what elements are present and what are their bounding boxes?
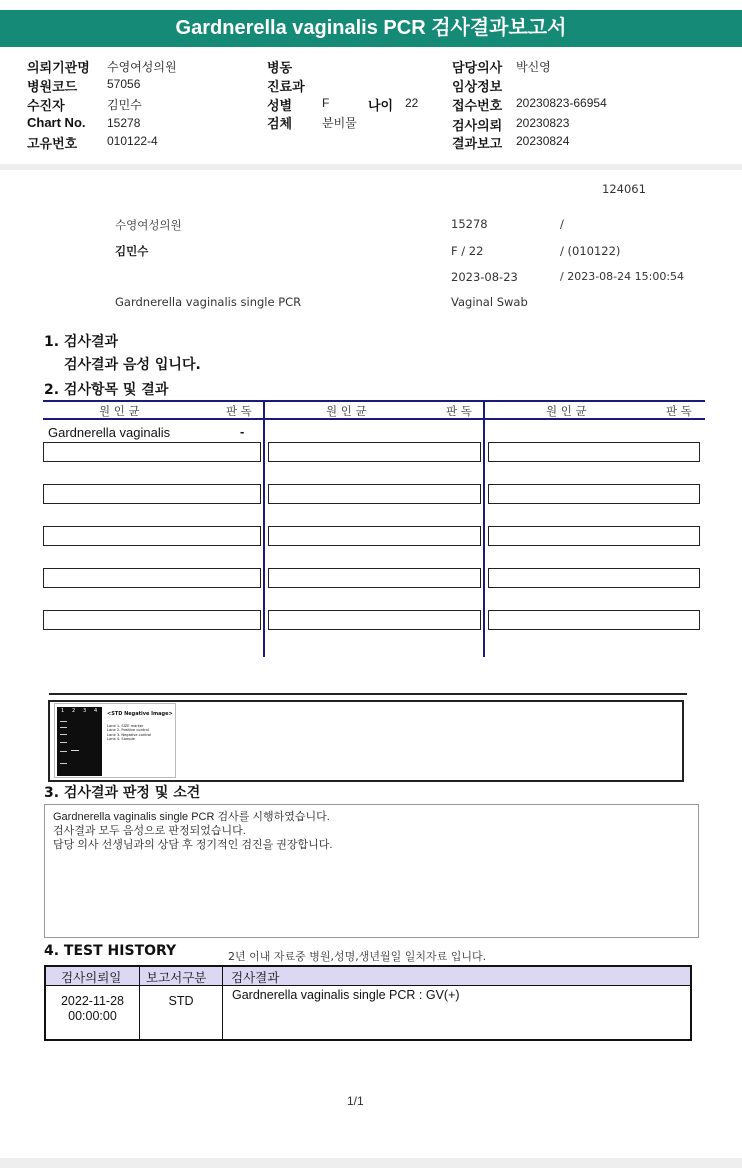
- marker-band: [60, 763, 67, 764]
- col1-judge-header: 판 독: [226, 404, 252, 418]
- request-label: 검사의뢰: [452, 118, 503, 133]
- history-result: Gardnerella vaginalis single PCR : GV(+): [232, 988, 460, 1002]
- info-name: 김민수: [115, 244, 149, 258]
- info-slash: /: [560, 217, 564, 231]
- marker-band: [60, 721, 67, 722]
- page-number: 1/1: [347, 1094, 364, 1108]
- lane-label: 1: [61, 708, 65, 714]
- lane-label: 2: [72, 708, 76, 714]
- gel-legend-item: Lane 4. Sample: [107, 737, 135, 742]
- gel-top-rule: [49, 693, 687, 695]
- footer-band: [0, 1158, 742, 1168]
- table-col-divider-1: [263, 400, 265, 657]
- report-label: 결과보고: [452, 136, 503, 151]
- doctor-label: 담당의사: [452, 60, 503, 75]
- gel-legend-item: Lane 1. SIZE marker: [107, 724, 144, 728]
- lane-label: 3: [83, 708, 87, 714]
- info-test-name: Gardnerella vaginalis single PCR: [115, 295, 302, 309]
- info-date1: 2023-08-23: [451, 270, 518, 284]
- sex-label: 성별: [267, 98, 293, 113]
- sex-value: F: [322, 96, 330, 110]
- col1-pathogen-header: 원 인 균: [99, 404, 140, 418]
- result-box: [268, 568, 481, 588]
- result-box: [268, 484, 481, 504]
- history-note: 2년 이내 자료중 병원,성명,생년월일 일치자료 입니다.: [228, 950, 487, 963]
- history-time: 00:00:00: [68, 1009, 117, 1023]
- patient-value: 김민수: [107, 98, 142, 112]
- age-label: 나이: [368, 98, 394, 113]
- result-box: [43, 610, 261, 630]
- receipt-value: 20230823-66954: [516, 96, 607, 110]
- history-header-type: 보고서구분: [146, 970, 207, 985]
- result-box: [268, 526, 481, 546]
- col3-judge-header: 판 독: [666, 404, 692, 418]
- section1-result: 검사결과 음성 입니다.: [64, 357, 201, 373]
- result-box: [488, 484, 700, 504]
- gel-image: [54, 703, 176, 778]
- lane-label: 4: [94, 708, 98, 714]
- report-title: Gardnerella vaginalis PCR 검사결과보고서: [0, 10, 742, 47]
- result-box: [488, 610, 700, 630]
- hospital-code-label: 병원코드: [27, 79, 78, 94]
- table-head-rule: [43, 418, 705, 420]
- gel-legend-item: Lane 3. Negative control: [107, 732, 152, 737]
- col2-pathogen-header: 원 인 균: [326, 404, 367, 418]
- specimen-value: 분비물: [322, 116, 357, 130]
- table-top-rule: [43, 400, 705, 402]
- result-box: [268, 442, 481, 462]
- result-box: [43, 484, 261, 504]
- result-box: [43, 442, 261, 462]
- opinion-line: 검사결과 모두 음성으로 판정되었습니다.: [53, 825, 246, 837]
- info-date2: / 2023-08-24 15:00:54: [560, 270, 685, 283]
- marker-band: [60, 734, 67, 735]
- result-box: [488, 568, 700, 588]
- info-specimen: Vaginal Swab: [451, 295, 528, 309]
- marker-band: [60, 727, 67, 728]
- hospital-code-value: 57056: [107, 77, 141, 91]
- info-clinic: 수영여성의원: [115, 218, 182, 232]
- opinion-line: Gardnerella vaginalis single PCR 검사를 시행하였습니다.: [53, 811, 330, 823]
- report-code: 124061: [602, 182, 646, 196]
- section1-title: 1. 검사결과: [44, 334, 119, 350]
- result-box: [488, 442, 700, 462]
- result-box: [43, 568, 261, 588]
- section2-title: 2. 검사항목 및 결과: [44, 382, 169, 398]
- chart-label: Chart No.: [27, 115, 86, 130]
- receipt-label: 접수번호: [452, 98, 503, 113]
- result-box: [488, 526, 700, 546]
- specimen-label: 검체: [267, 116, 293, 131]
- history-col-line: [222, 967, 223, 1039]
- history-header-date: 검사의뢰일: [61, 970, 122, 985]
- history-header-result: 검사결과: [231, 970, 280, 985]
- positive-band: [71, 750, 79, 751]
- info-chart: 15278: [451, 217, 488, 231]
- item-name: Gardnerella vaginalis: [48, 425, 171, 440]
- chart-value: 15278: [107, 116, 141, 130]
- doctor-value: 박신영: [516, 60, 551, 74]
- result-box: [43, 526, 261, 546]
- result-box: [268, 610, 481, 630]
- ward-label: 병동: [267, 60, 293, 75]
- history-table: [44, 965, 692, 1041]
- institution-label: 의뢰기관명: [27, 60, 90, 75]
- patient-label: 수진자: [27, 98, 65, 113]
- history-date: 2022-11-28: [60, 994, 124, 1008]
- marker-band: [60, 742, 67, 743]
- institution-value: 수영여성의원: [107, 60, 177, 74]
- info-unique: / (010122): [560, 244, 621, 258]
- age-value: 22: [405, 96, 419, 110]
- header-separator: [0, 164, 742, 170]
- item-result: -: [240, 424, 245, 439]
- gel-legend-item: Lane 2. Positive control: [107, 728, 149, 733]
- col3-pathogen-header: 원 인 균: [546, 404, 587, 418]
- gel-title: <STD Negative Image>: [107, 711, 173, 717]
- gel-legend: [107, 724, 151, 742]
- info-sex-age: F / 22: [451, 244, 484, 258]
- section4-title: 4. TEST HISTORY: [44, 943, 177, 959]
- col2-judge-header: 판 독: [446, 404, 472, 418]
- history-header-row: [46, 967, 690, 986]
- table-col-divider-2: [483, 400, 485, 657]
- opinion-line: 담당 의사 선생님과의 상담 후 정기적인 검진을 권장합니다.: [53, 839, 333, 851]
- unique-value: 010122-4: [107, 134, 158, 148]
- marker-band: [60, 751, 67, 752]
- unique-label: 고유번호: [27, 136, 78, 151]
- report-value: 20230824: [516, 134, 570, 148]
- request-value: 20230823: [516, 116, 570, 130]
- history-type: STD: [168, 994, 194, 1008]
- clinical-label: 임상정보: [452, 79, 503, 94]
- section3-title: 3. 검사결과 판정 및 소견: [44, 785, 201, 801]
- dept-label: 진료과: [267, 79, 305, 94]
- gel-lanes-panel: [57, 707, 102, 776]
- opinion-box: [44, 804, 699, 938]
